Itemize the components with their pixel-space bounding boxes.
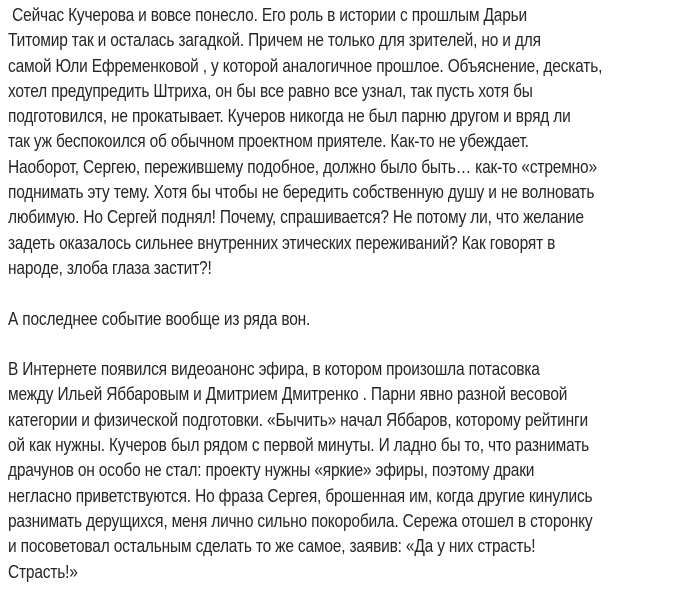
text-line: так уж беспокоился об обычном проектном приятеле. Как-то не убеждает.	[8, 131, 529, 152]
text-line: В Интернете появился видеоанонс эфира, в котором произошла потасовка	[8, 359, 540, 380]
text-line: самой Юли Ефременковой , у которой аналогичное прошлое. Объяснение, дескать,	[8, 55, 603, 76]
text-line: разнимать дерущихся, меня лично сильно покоробила. Сережа отошел в сторонку	[8, 510, 593, 531]
text-line: задеть оказалось сильнее внутренних этических переживаний? Как говорят в	[8, 232, 556, 253]
text-line: хотел предупредить Штриха, он бы все равно все узнал, так пусть хотя бы	[8, 80, 533, 101]
paragraph	[8, 307, 699, 332]
text-line: подготовился, не прокатывает. Кучеров никогда не был парню другом и вряд ли	[8, 106, 571, 127]
text-line: категории и физической подготовки. «Бычить» начал Яббаров, которому рейтинги	[8, 409, 588, 430]
text-line: между Ильей Яббаровым и Дмитрием Дмитренко . Парни явно разной весовой	[8, 384, 568, 405]
text-line: А последнее событие вообще из ряда вон.	[8, 308, 311, 329]
text-line: Наоборот, Сергею, пережившему подобное, должно было быть… как-то «стремно»	[8, 156, 597, 177]
text-line: любимую. Но Сергей поднял! Почему, спрашивается? Не потому ли, что желание	[8, 207, 584, 228]
paragraph	[8, 3, 699, 281]
text-line: поднимать эту тему. Хотя бы чтобы не бередить собственную душу и не волновать	[8, 182, 595, 203]
text-line: Страсть!»	[8, 561, 78, 582]
text-line: Титомир так и осталась загадкой. Причем не только для зрителей, но и для	[8, 30, 541, 51]
text-line: ой как нужны. Кучеров был рядом с первой минуты. И ладно бы то, что разнимать	[8, 435, 590, 456]
text-line: негласно приветствуются. Но фраза Сергея, брошенная им, когда другие кинулись	[8, 485, 593, 506]
text-line: драчунов он особо не стал: проекту нужны «яркие» эфиры, поэтому драки	[8, 460, 535, 481]
text-line: народе, злоба глаза застит?!	[8, 257, 212, 278]
paragraph	[8, 357, 699, 585]
text-line: Сейчас Кучерова и вовсе понесло. Его роль в истории с прошлым Дарьи	[8, 5, 528, 25]
article-body	[8, 3, 699, 610]
text-line: и посоветовал остальным сделать то же самое, заявив: «Да у них страсть!	[8, 536, 536, 557]
